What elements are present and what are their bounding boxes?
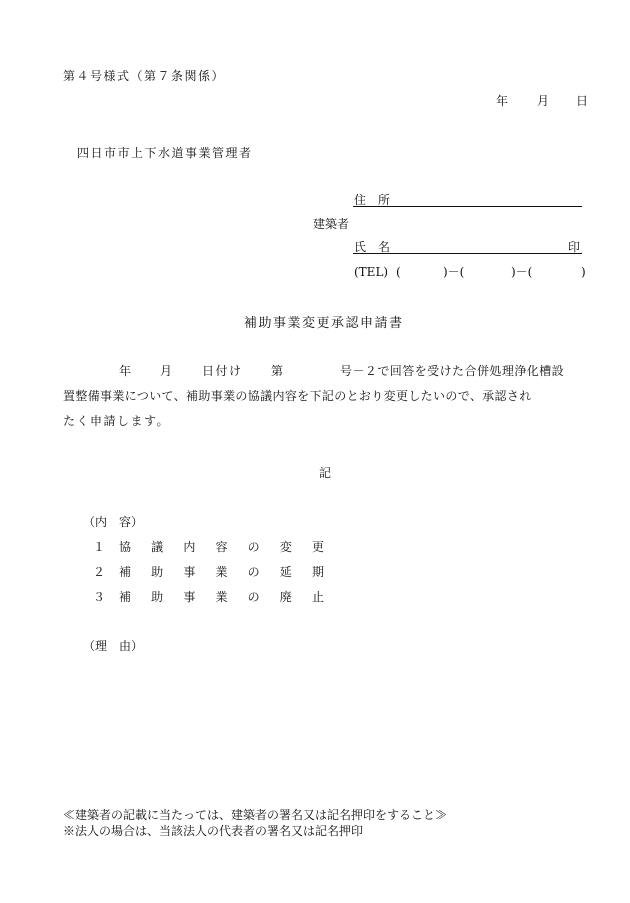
tel-separator-1: )－( (443, 265, 465, 279)
item-text (119, 540, 324, 554)
item-char: 止 (311, 590, 324, 604)
tel-label: (TEL) (354, 265, 389, 279)
item-char: の (247, 590, 260, 604)
address-field-line (353, 206, 582, 207)
body-line3: たく申請します。 (63, 414, 171, 428)
item-number: ２ (93, 565, 106, 579)
address-label: 住 所 (354, 193, 391, 207)
item-char: 補 (119, 590, 132, 604)
item-char: 変 (279, 540, 292, 554)
body-month: 月 (160, 364, 173, 378)
body-line2: 置整備事業について、補助事業の協議内容を下記のとおり変更したいので、承認され (63, 389, 532, 403)
item-number: １ (93, 540, 106, 554)
builder-label: 建築者 (313, 217, 350, 231)
item-char: 延 (279, 565, 292, 579)
tel-close-paren: ) (581, 265, 586, 279)
item-char: 更 (311, 540, 324, 554)
item-char: 補 (119, 565, 132, 579)
item-char: 容 (215, 540, 228, 554)
date-day-label: 日 (576, 94, 589, 108)
item-char: 期 (311, 565, 324, 579)
item-char: 廃 (279, 590, 292, 604)
contents-heading: （内 容） (83, 515, 144, 529)
item-text (119, 590, 324, 604)
item-char: 内 (183, 540, 196, 554)
document-title: 補助事業変更承認申請書 (244, 316, 404, 331)
date-month-label: 月 (537, 94, 550, 108)
body-line1-rest: 号－２で回答を受けた合併処理浄化槽設 (340, 364, 565, 378)
name-field-line (353, 253, 582, 254)
item-char: 議 (151, 540, 164, 554)
item-text (119, 565, 324, 579)
note-builder-signature: ≪建築者の記載に当たっては、建築者の署名又は記名押印をすること≫ (63, 808, 448, 822)
tel-open-paren: ( (396, 265, 401, 279)
tel-separator-2: )－( (511, 265, 533, 279)
item-char: 事 (183, 565, 196, 579)
body-dai: 第 (271, 364, 284, 378)
body-year: 年 (119, 364, 132, 378)
item-number: ３ (93, 590, 106, 604)
item-char: の (247, 540, 260, 554)
form-number: 第４号様式（第７条関係） (63, 69, 226, 83)
ki-mark: 記 (319, 466, 332, 480)
note-corporation: ※法人の場合は、当該法人の代表者の署名又は記名押印 (63, 824, 364, 838)
item-char: 業 (215, 590, 228, 604)
item-char: 事 (183, 590, 196, 604)
item-char: 業 (215, 565, 228, 579)
reason-heading: （理 由） (83, 639, 144, 653)
body-dated: 日付け (202, 364, 243, 378)
addressee: 四日市市上下水道事業管理者 (77, 146, 253, 160)
item-char: 協 (119, 540, 132, 554)
item-char: 助 (151, 590, 164, 604)
date-year-label: 年 (496, 94, 509, 108)
name-label: 氏 名 (354, 240, 391, 254)
item-char: の (247, 565, 260, 579)
item-char: 助 (151, 565, 164, 579)
seal-mark: 印 (568, 240, 581, 254)
